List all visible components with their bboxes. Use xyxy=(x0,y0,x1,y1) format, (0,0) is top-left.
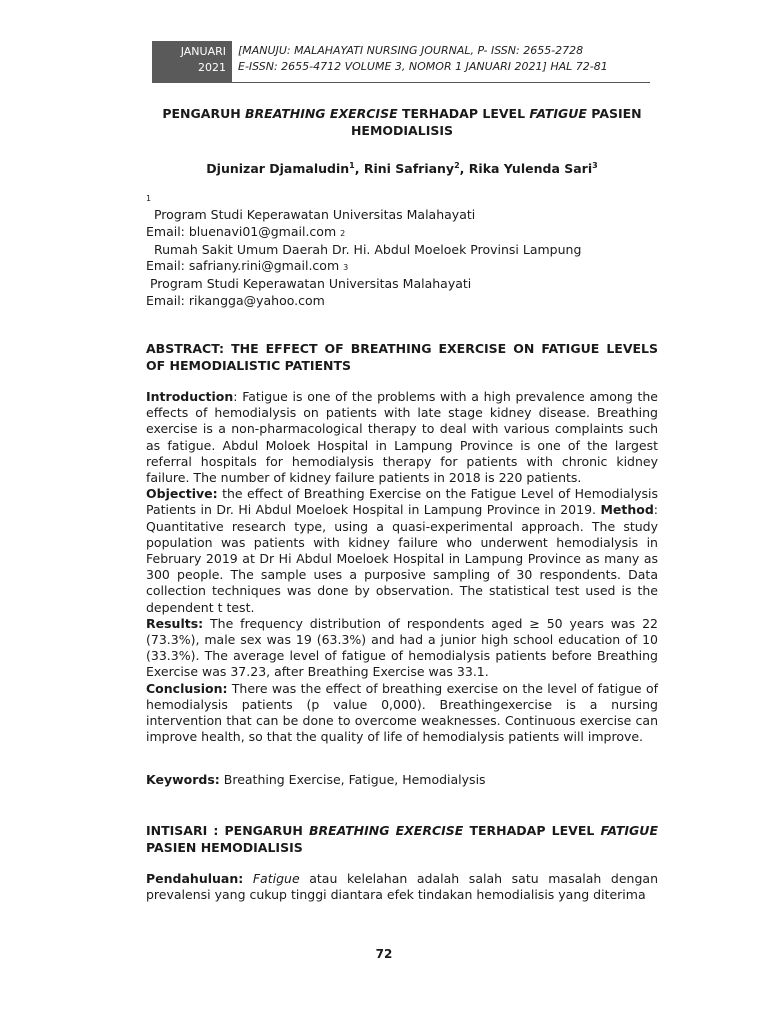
title-segment-italic: FATIGUE xyxy=(529,106,587,121)
intisari-heading-segment: PASIEN HEMODIALISIS xyxy=(146,840,303,855)
author-separator: , xyxy=(354,161,364,177)
intro-label: Introduction xyxy=(146,389,234,404)
abstract-heading: ABSTRACT: THE EFFECT OF BREATHING EXERCISE ON FATIGUE LEVELS OF HEMODIALISTIC PATIENTS xyxy=(146,341,658,373)
keywords xyxy=(146,772,658,788)
pendahuluan-italic: Fatigue xyxy=(252,871,300,886)
title-segment-italic: BREATHING EXERCISE xyxy=(245,106,398,121)
intisari-heading xyxy=(146,822,658,856)
issue-month: JANUARI xyxy=(180,45,226,58)
keywords-text: Breathing Exercise, Fatigue, Hemodialysis xyxy=(219,772,486,787)
affiliation-email: Email: safriany.rini@gmail.com xyxy=(146,258,340,274)
abstract-body xyxy=(146,389,658,745)
issue-date-box xyxy=(152,41,232,83)
journal-line-2: E-ISSN: 2655-4712 VOLUME 3, NOMOR 1 JANUARI 2021] HAL 72-81 xyxy=(238,60,608,73)
title-segment: PASIEN xyxy=(586,106,642,121)
running-header xyxy=(152,41,650,83)
author-superscript: 2 xyxy=(454,161,460,170)
affiliation-marker: 3 xyxy=(343,263,349,273)
keywords-label: Keywords: xyxy=(146,772,220,787)
author-name: Rini Safriany xyxy=(363,161,455,177)
affiliation-text: Rumah Sakit Umum Daerah Dr. Hi. Abdul Moeloek Provinsi Lampung xyxy=(153,241,582,257)
intisari-heading-segment: TERHADAP LEVEL xyxy=(463,823,601,838)
affiliation-text: Program Studi Keperawatan Universitas Malahayati xyxy=(153,207,476,223)
affiliation-marker: 1 xyxy=(146,194,152,203)
objective-label: Objective: xyxy=(146,486,218,502)
header-divider xyxy=(232,82,650,83)
title-segment: PENGARUH xyxy=(162,106,246,121)
affiliation-text: Program Studi Keperawatan Universitas Malahayati xyxy=(149,276,472,292)
author-list xyxy=(146,157,658,177)
results-label: Results: xyxy=(146,615,204,631)
title-line-2: HEMODIALISIS xyxy=(350,123,454,138)
results-text: The frequency distribution of respondents aged ≥ 50 years was 22 (73.3%), male sex was 19 (63.3%) and had a junior high school education of 10 (33.3%). The average level of fatigue of hemodialysis patients before Breathing Exercise was 37.23, after Breathing Exercise was 33.1. xyxy=(146,615,658,680)
affiliation-email: Email: bluenavi01@gmail.com xyxy=(146,223,337,239)
conclusion-text: There was the effect of breathing exercise on the level of fatigue of hemodialysis patients (p value 0,000). Breathingexercise is a nursing intervention that can be done to overcome weaknesses. Continuous exercise can improve health, so that the quality of life of hemodialysis patients will improve. xyxy=(146,680,658,745)
method-text: : Quantitative research type, using a quasi-experimental approach. The study population was patients with kidney failure who underwent hemodialysis in February 2019 at Dr Hi Abdul Moeloek Hospital in Lampung Province as many as 300 people. The sample uses a purposive sampling of 30 respondents. Data collection techniques was done by observation. The statistical test used is the dependent t test. xyxy=(146,502,658,615)
affiliation-email: Email: rikangga@yahoo.com xyxy=(146,292,325,308)
author-name: Djunizar Djamaludin xyxy=(206,161,350,177)
title-segment: TERHADAP LEVEL xyxy=(397,106,530,121)
conclusion-label: Conclusion: xyxy=(146,680,228,696)
page-number: 72 xyxy=(375,947,393,961)
intro-text: : Fatigue is one of the problems with a high prevalence among the effects of hemodialysis on patients with late stage kidney disease. Breathing exercise is a non-pharmacological therapy to deal with various complaints such as fatigue. Abdul Moloek Hospital in Lampung Province is one of the largest referral hospitals for hemodialysis therapy for patients with chronic kidney failure. The number of kidney failure patients in 2018 is 220 patients. xyxy=(146,389,658,486)
journal-line-1: [MANUJU: MALAHAYATI NURSING JOURNAL, P- ISSN: 2655-2728 xyxy=(238,44,584,57)
objective-text: the effect of Breathing Exercise on the Fatigue Level of Hemodialysis Patients in Dr. Hi Abdul Moeloek Hospital in Lampung Province in 2019. xyxy=(146,486,658,518)
paper-title xyxy=(146,105,658,139)
intisari-heading-italic: FATIGUE xyxy=(600,823,658,838)
method-label: Method xyxy=(600,502,654,518)
pendahuluan-label: Pendahuluan: xyxy=(146,871,244,886)
author-name: Rika Yulenda Sari xyxy=(468,161,593,177)
author-superscript: 1 xyxy=(349,161,355,170)
affiliation-marker: 2 xyxy=(340,228,346,238)
author-separator: , xyxy=(459,161,469,177)
pendahuluan-text: atau kelelahan adalah salah satu masalah dengan prevalensi yang cukup tinggi diantara efek tindakan hemodialisis yang diterima xyxy=(146,871,658,903)
affiliations xyxy=(146,189,658,309)
issue-year: 2021 xyxy=(198,61,226,74)
intisari-heading-segment: INTISARI : PENGARUH xyxy=(146,823,309,838)
intisari-body xyxy=(146,871,658,903)
intisari-heading-italic: BREATHING EXERCISE xyxy=(308,823,464,838)
author-superscript: 3 xyxy=(592,161,598,170)
journal-citation xyxy=(238,43,608,75)
